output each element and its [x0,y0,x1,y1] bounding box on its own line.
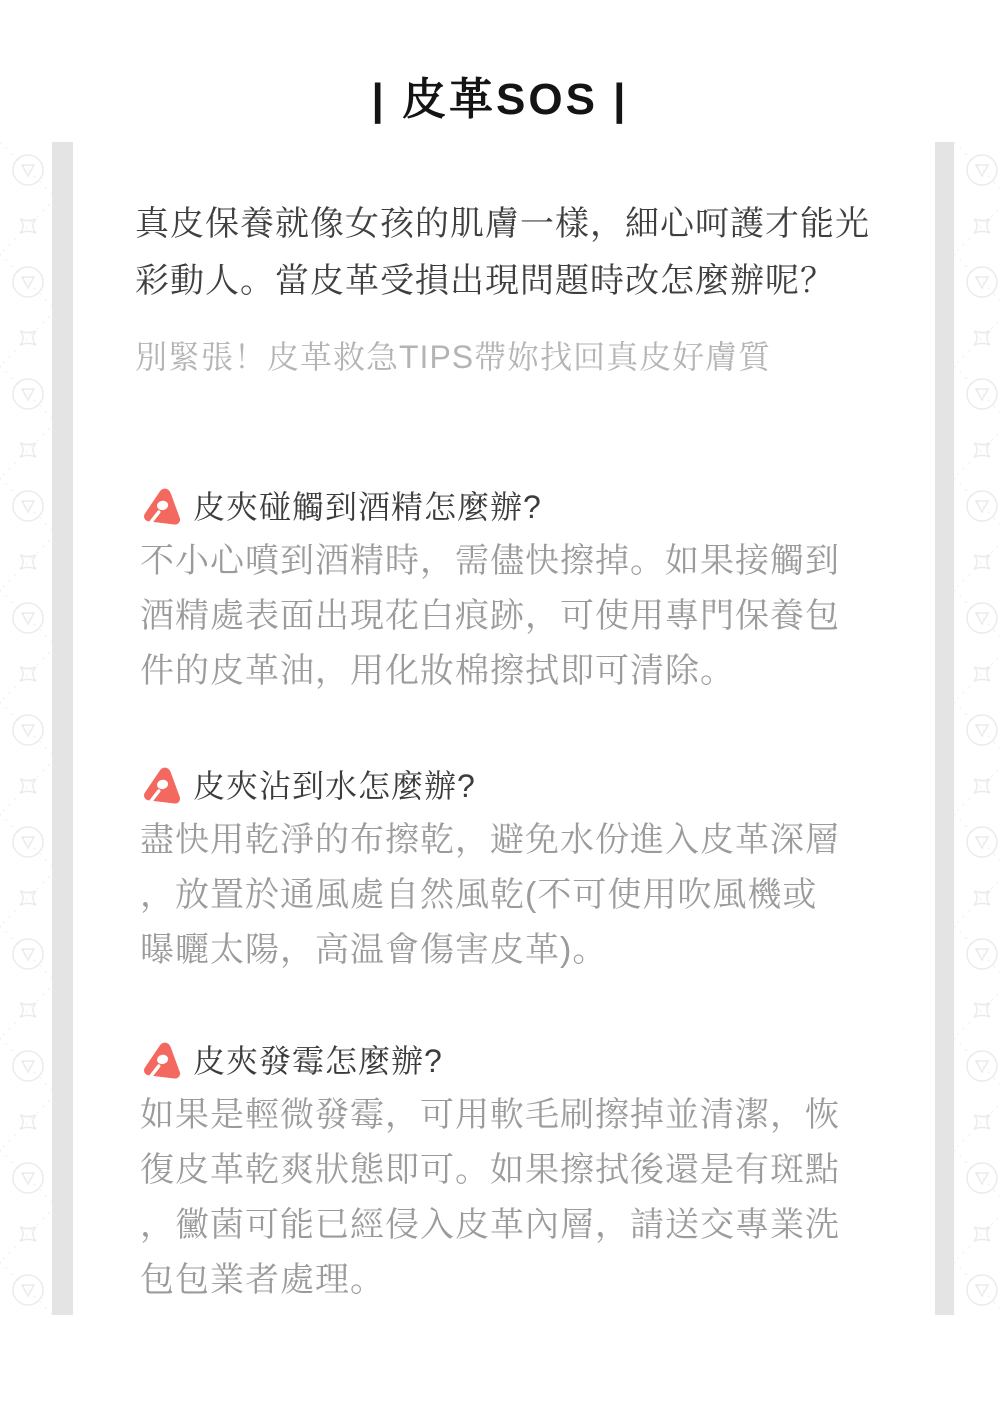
qa-section-alcohol [135,482,907,699]
brand-a-icon [143,485,183,525]
answer-text: 不小心噴到酒精時，需儘快擦掉。如果接觸到 酒精處表面出現花白痕跡，可使用專門保養包 件的皮革油，用化妝棉擦拭即可清除。 [140,542,840,690]
content-column [135,0,907,1308]
lattice-pattern-icon [954,142,1000,1315]
question-row [143,482,907,528]
page-title: | 皮革SOS | [371,75,629,124]
brand-a-icon [143,764,183,804]
lattice-pattern-icon [0,142,52,1315]
answer-text: 如果是輕微發霉，可用軟毛刷擦掉並清潔，恢 復皮革乾爽狀態即可。如果擦拭後還是有斑點 ，黴菌可能已經侵入皮革內層，請送交專業洗 包包業者處理。 [140,1096,840,1299]
side-bar-left [52,142,73,1315]
brand-a-icon [143,1039,183,1079]
subtitle-text: 別緊張！皮革救急TIPS帶妳找回真皮好膚質 [135,339,772,375]
question-title: 皮夾碰觸到酒精怎麼辦? [193,489,542,525]
question-row [143,1036,907,1082]
intro-text: 真皮保養就像女孩的肌膚一樣，細心呵護才能光 彩動人。當皮革受損出現問題時改怎麼辦呢？ [135,205,870,300]
side-bar-right [935,142,954,1315]
qa-section-water [135,761,907,978]
qa-section-mold [135,1036,907,1308]
answer-text: 盡快用乾淨的布擦乾，避免水份進入皮革深層 ，放置於通風處自然風乾(不可使用吹風機或 曝曬太陽，高温會傷害皮革)。 [140,821,840,969]
question-row [143,761,907,807]
question-title: 皮夾沾到水怎麼辦? [193,768,476,804]
question-title: 皮夾發霉怎麼辦? [193,1043,443,1079]
